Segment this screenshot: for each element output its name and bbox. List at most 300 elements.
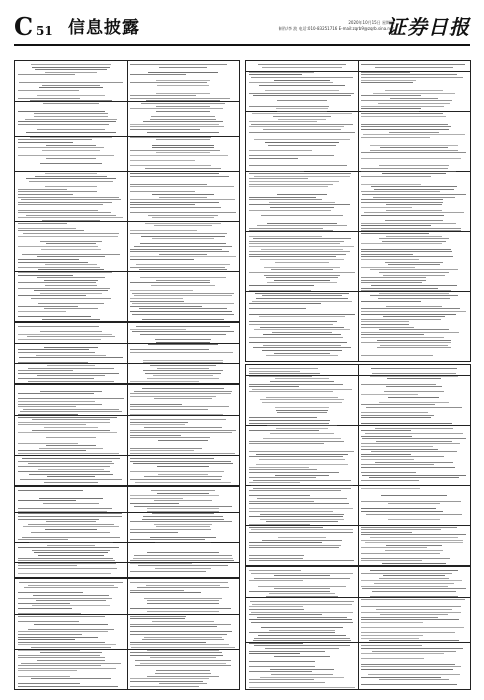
fine-print-line bbox=[151, 116, 215, 117]
fine-print-line bbox=[26, 178, 117, 179]
header-rule bbox=[14, 44, 470, 46]
fine-print-line bbox=[361, 230, 461, 231]
fine-print-line bbox=[361, 558, 450, 559]
fine-print-line bbox=[157, 493, 210, 494]
fine-print-line bbox=[130, 160, 195, 161]
fine-print-line bbox=[261, 627, 343, 628]
fine-print-line bbox=[260, 514, 343, 515]
fine-print-line bbox=[249, 472, 339, 473]
fine-print-line bbox=[18, 334, 112, 335]
fine-print-line bbox=[375, 462, 453, 463]
fine-print-line bbox=[361, 648, 463, 649]
fine-print-line bbox=[20, 411, 122, 412]
fine-print-line bbox=[35, 69, 107, 70]
fine-print-line bbox=[46, 521, 96, 522]
fine-print-line bbox=[249, 632, 335, 633]
fine-print-line bbox=[249, 368, 318, 369]
fine-print-line bbox=[143, 516, 223, 517]
fine-print-line bbox=[157, 368, 209, 369]
fine-print-line bbox=[130, 590, 184, 591]
fine-print-line bbox=[18, 404, 102, 405]
fine-print-line bbox=[365, 542, 463, 543]
fine-print-line bbox=[361, 612, 461, 613]
fine-print-line bbox=[388, 264, 441, 265]
fine-print-line bbox=[26, 132, 117, 133]
fine-print-line bbox=[131, 647, 236, 648]
fine-print-line bbox=[18, 511, 107, 512]
fine-print-line bbox=[155, 673, 210, 674]
fine-print-line bbox=[47, 476, 96, 477]
fine-print-line bbox=[361, 355, 433, 356]
fine-print-line bbox=[140, 334, 226, 335]
fine-print-line bbox=[267, 223, 337, 224]
fine-print-line bbox=[249, 303, 321, 304]
fine-print-line bbox=[134, 246, 233, 247]
fine-print-line bbox=[21, 199, 120, 200]
fine-print-line bbox=[130, 124, 219, 125]
fine-print-line bbox=[249, 441, 344, 442]
fine-print-line bbox=[130, 450, 194, 451]
fine-print-line bbox=[249, 614, 322, 615]
fine-print-line bbox=[361, 560, 422, 561]
fine-print-line bbox=[154, 524, 213, 525]
fine-print-line bbox=[18, 466, 110, 467]
fine-print-line bbox=[34, 290, 107, 291]
fine-print-line bbox=[34, 552, 108, 553]
fine-print-line bbox=[270, 207, 333, 208]
fine-print-line bbox=[18, 621, 79, 622]
fine-print-line bbox=[361, 423, 452, 424]
newspaper-logo: 证券日报 bbox=[386, 15, 470, 39]
fine-print-line bbox=[18, 432, 117, 433]
fine-print-line bbox=[386, 306, 442, 307]
fine-print-line bbox=[249, 482, 300, 483]
fine-print-line bbox=[378, 298, 449, 299]
fine-print-line bbox=[130, 419, 226, 420]
fine-print-line bbox=[130, 64, 227, 65]
fine-print-line bbox=[379, 402, 450, 403]
fine-print-line bbox=[361, 249, 451, 250]
fine-print-line bbox=[18, 352, 95, 353]
fine-print-line bbox=[275, 407, 330, 408]
fine-print-line bbox=[130, 256, 235, 257]
fine-print-line bbox=[150, 119, 216, 120]
fine-print-line bbox=[133, 463, 232, 464]
fine-print-line bbox=[18, 339, 101, 340]
fine-print-line bbox=[385, 550, 442, 551]
fine-print-line bbox=[18, 450, 86, 451]
fine-print-line bbox=[28, 524, 114, 525]
fine-print-line bbox=[40, 163, 101, 164]
fine-print-line bbox=[271, 674, 333, 675]
fine-print-line bbox=[134, 391, 232, 392]
fine-print-line bbox=[251, 622, 354, 623]
fine-print-line bbox=[258, 635, 347, 636]
fine-print-line bbox=[261, 215, 342, 216]
fine-print-line bbox=[361, 436, 412, 437]
fine-print-line bbox=[361, 580, 462, 581]
fine-print-line bbox=[361, 622, 423, 623]
fine-print-line bbox=[18, 644, 116, 645]
fine-print-line bbox=[251, 124, 353, 125]
fine-print-line bbox=[130, 349, 209, 350]
fine-print-line bbox=[30, 100, 113, 101]
fine-print-line bbox=[18, 513, 122, 514]
fine-print-line bbox=[130, 393, 231, 394]
fine-print-line bbox=[150, 657, 216, 658]
fine-print-line bbox=[42, 220, 100, 221]
fine-print-line bbox=[143, 121, 223, 122]
fine-print-line bbox=[26, 215, 116, 216]
fine-print-line bbox=[361, 202, 443, 203]
fine-print-line bbox=[130, 329, 186, 330]
fine-print-line bbox=[37, 277, 104, 278]
fine-print-line bbox=[370, 376, 458, 377]
fine-print-line bbox=[249, 391, 333, 392]
fine-print-line bbox=[148, 344, 217, 345]
fine-print-line bbox=[19, 357, 123, 358]
fine-print-line bbox=[136, 264, 230, 265]
fine-print-line bbox=[40, 331, 102, 332]
fine-print-line bbox=[130, 95, 196, 96]
fine-print-line bbox=[276, 410, 328, 411]
fine-print-line bbox=[385, 262, 444, 263]
fine-print-line bbox=[18, 676, 70, 677]
fine-print-line bbox=[361, 124, 448, 125]
fine-print-line bbox=[361, 77, 463, 78]
fine-print-line bbox=[39, 498, 104, 499]
fine-print-line bbox=[381, 495, 446, 496]
fine-print-line bbox=[138, 565, 228, 566]
fine-print-line bbox=[249, 477, 316, 478]
fine-print-line bbox=[361, 417, 431, 418]
fine-print-line bbox=[130, 126, 224, 127]
fine-print-line bbox=[361, 64, 465, 65]
fine-print-line bbox=[368, 674, 460, 675]
disclosure-table bbox=[245, 566, 471, 690]
fine-print-line bbox=[361, 342, 451, 343]
fine-print-line bbox=[361, 443, 460, 444]
fine-print-line bbox=[361, 256, 453, 257]
fine-print-line bbox=[361, 669, 453, 670]
fine-print-line bbox=[361, 191, 440, 192]
fine-print-line bbox=[29, 181, 114, 182]
fine-print-line bbox=[18, 592, 83, 593]
fine-print-line bbox=[249, 423, 329, 424]
fine-print-line bbox=[361, 599, 465, 600]
fine-print-line bbox=[156, 139, 209, 140]
fine-print-line bbox=[147, 600, 219, 601]
fine-print-line bbox=[18, 189, 67, 190]
fine-print-line bbox=[18, 631, 108, 632]
fine-print-line bbox=[130, 191, 195, 192]
fine-print-line bbox=[146, 100, 221, 101]
fine-print-line bbox=[18, 519, 99, 520]
fine-print-line bbox=[148, 72, 217, 73]
fine-print-line bbox=[147, 508, 220, 509]
fine-print-line bbox=[272, 332, 332, 333]
fine-print-line bbox=[265, 90, 339, 91]
fine-print-line bbox=[18, 670, 77, 671]
fine-print-line bbox=[18, 236, 118, 237]
fine-print-line bbox=[18, 563, 116, 564]
fine-print-line bbox=[159, 197, 207, 198]
fine-print-line bbox=[361, 412, 428, 413]
fine-print-line bbox=[249, 547, 339, 548]
fine-print-line bbox=[22, 537, 121, 538]
fine-print-line bbox=[249, 495, 310, 496]
fine-print-line bbox=[147, 676, 219, 677]
fine-print-line bbox=[141, 103, 225, 104]
fine-print-line bbox=[384, 391, 444, 392]
fine-print-line bbox=[130, 681, 203, 682]
fine-print-line bbox=[249, 511, 333, 512]
fine-print-line bbox=[18, 655, 100, 656]
fine-print-line bbox=[130, 186, 234, 187]
fine-print-line bbox=[130, 184, 207, 185]
left-column bbox=[14, 54, 239, 690]
fine-print-line bbox=[132, 293, 235, 294]
fine-print-line bbox=[45, 173, 98, 174]
fine-print-line bbox=[158, 474, 208, 475]
fine-print-line bbox=[132, 314, 234, 315]
fine-print-line bbox=[130, 521, 232, 522]
fine-print-line bbox=[371, 451, 458, 452]
fine-print-line bbox=[140, 277, 227, 278]
fine-print-line bbox=[31, 647, 111, 648]
fine-print-line bbox=[260, 259, 343, 260]
fine-print-line bbox=[18, 568, 117, 569]
fine-print-line bbox=[249, 609, 304, 610]
fine-print-line bbox=[369, 477, 460, 478]
fine-print-line bbox=[266, 521, 337, 522]
fine-print-line bbox=[42, 319, 99, 320]
fine-print-line bbox=[361, 72, 410, 73]
fine-print-line bbox=[361, 677, 441, 678]
fine-print-line bbox=[249, 132, 354, 133]
disclosure-table bbox=[245, 60, 471, 362]
fine-print-line bbox=[130, 290, 193, 291]
fine-print-line bbox=[150, 537, 217, 538]
fine-print-line bbox=[130, 414, 223, 415]
fine-print-line bbox=[147, 378, 220, 379]
fine-print-line bbox=[263, 334, 342, 335]
fine-print-line bbox=[130, 137, 211, 138]
fine-print-line bbox=[39, 87, 103, 88]
fine-print-line bbox=[262, 540, 341, 541]
fine-print-line bbox=[130, 150, 220, 151]
fine-print-line bbox=[266, 355, 338, 356]
fine-print-line bbox=[254, 645, 351, 646]
fine-print-line bbox=[18, 210, 98, 211]
fine-print-line bbox=[361, 684, 457, 685]
header-meta bbox=[279, 20, 394, 32]
fine-print-line bbox=[130, 404, 182, 405]
fine-print-line bbox=[18, 272, 112, 273]
fine-print-line bbox=[130, 437, 210, 438]
fine-print-line bbox=[40, 391, 102, 392]
fine-print-line bbox=[18, 147, 104, 148]
fine-print-line bbox=[38, 303, 104, 304]
fine-print-line bbox=[20, 479, 123, 480]
fine-print-line bbox=[18, 565, 77, 566]
fine-print-line bbox=[46, 145, 95, 146]
fine-print-line bbox=[361, 267, 415, 268]
fine-print-line bbox=[28, 629, 115, 630]
fine-print-line bbox=[265, 142, 340, 143]
fine-print-line bbox=[18, 197, 119, 198]
fine-print-line bbox=[361, 324, 409, 325]
fine-print-line bbox=[373, 197, 455, 198]
fine-print-line bbox=[361, 627, 464, 628]
fine-print-line bbox=[22, 254, 119, 255]
fine-print-line bbox=[252, 301, 352, 302]
fine-print-line bbox=[373, 93, 455, 94]
fine-print-line bbox=[18, 378, 94, 379]
fine-print-line bbox=[137, 587, 229, 588]
fine-print-line bbox=[249, 171, 304, 172]
fine-print-line bbox=[130, 686, 199, 687]
fine-print-line bbox=[130, 381, 199, 382]
fine-print-line bbox=[142, 639, 224, 640]
fine-print-line bbox=[130, 532, 178, 533]
fine-print-line bbox=[259, 85, 345, 86]
fine-print-line bbox=[256, 298, 348, 299]
fine-print-line bbox=[249, 82, 333, 83]
fine-print-line bbox=[267, 282, 336, 283]
fine-print-line bbox=[155, 568, 210, 569]
fine-print-line bbox=[249, 241, 344, 242]
fine-print-line bbox=[361, 158, 461, 159]
fine-print-line bbox=[379, 329, 449, 330]
fine-print-line bbox=[18, 217, 123, 218]
fine-print-line bbox=[361, 321, 409, 322]
fine-print-line bbox=[361, 152, 466, 153]
fine-print-line bbox=[370, 269, 459, 270]
fine-print-line bbox=[23, 409, 118, 410]
fine-print-line bbox=[377, 347, 450, 348]
fine-print-line bbox=[18, 417, 117, 418]
fine-print-line bbox=[155, 542, 211, 543]
fine-print-line bbox=[130, 634, 227, 635]
fine-print-line bbox=[45, 186, 98, 187]
fine-print-line bbox=[249, 256, 336, 257]
fine-print-line bbox=[154, 225, 212, 226]
fine-print-line bbox=[249, 443, 324, 444]
fine-print-line bbox=[130, 108, 223, 109]
fine-print-line bbox=[39, 448, 104, 449]
fine-print-line bbox=[366, 407, 462, 408]
fine-print-line bbox=[269, 630, 335, 631]
fine-print-line bbox=[130, 155, 228, 156]
fine-print-line bbox=[249, 451, 354, 452]
fine-print-line bbox=[249, 467, 309, 468]
fine-print-line bbox=[361, 314, 456, 315]
fine-print-line bbox=[362, 194, 467, 195]
fine-print-line bbox=[361, 553, 440, 554]
fine-print-line bbox=[277, 194, 327, 195]
fine-print-line bbox=[18, 398, 124, 399]
fine-print-line bbox=[361, 638, 419, 639]
fine-print-line bbox=[18, 616, 105, 617]
fine-print-line bbox=[46, 437, 96, 438]
fine-print-line bbox=[21, 663, 122, 664]
fine-print-line bbox=[152, 238, 214, 239]
fine-print-line bbox=[266, 277, 338, 278]
fine-print-line bbox=[34, 116, 108, 117]
fine-print-line bbox=[249, 251, 350, 252]
fine-print-line bbox=[251, 485, 353, 486]
fine-print-line bbox=[42, 85, 101, 86]
fine-print-line bbox=[249, 199, 322, 200]
fine-print-line bbox=[361, 454, 411, 455]
fine-print-line bbox=[249, 186, 328, 187]
fine-print-line bbox=[361, 199, 443, 200]
fine-print-line bbox=[18, 139, 92, 140]
fine-print-line bbox=[156, 93, 210, 94]
fine-print-line bbox=[277, 100, 327, 101]
fine-print-line bbox=[276, 428, 329, 429]
table-row-divider bbox=[15, 455, 239, 456]
fine-print-line bbox=[252, 113, 353, 114]
fine-print-line bbox=[361, 488, 420, 489]
fine-print-line bbox=[365, 433, 463, 434]
fine-print-line bbox=[37, 95, 105, 96]
fine-print-line bbox=[361, 394, 418, 395]
fine-print-line bbox=[19, 82, 123, 83]
fine-print-line bbox=[130, 652, 222, 653]
fine-print-line bbox=[361, 327, 414, 328]
fine-print-line bbox=[361, 529, 441, 530]
page-letter: C bbox=[14, 12, 34, 41]
fine-print-line bbox=[47, 365, 95, 366]
fine-print-line bbox=[385, 90, 443, 91]
fine-print-line bbox=[150, 365, 217, 366]
fine-print-line bbox=[361, 467, 455, 468]
fine-print-line bbox=[18, 223, 67, 224]
fine-print-line bbox=[361, 384, 436, 385]
fine-print-line bbox=[256, 454, 347, 455]
fine-print-line bbox=[388, 397, 439, 398]
fine-print-line bbox=[40, 293, 102, 294]
fine-print-line bbox=[249, 643, 303, 644]
disclosure-table bbox=[14, 384, 240, 486]
fine-print-line bbox=[130, 176, 229, 177]
fine-print-line bbox=[361, 111, 419, 112]
fine-print-line bbox=[249, 570, 301, 571]
fine-print-line bbox=[18, 683, 80, 684]
fine-print-line bbox=[262, 402, 341, 403]
fine-print-line bbox=[378, 103, 451, 104]
fine-print-line bbox=[249, 254, 346, 255]
fine-print-line bbox=[361, 334, 424, 335]
fine-print-line bbox=[130, 642, 206, 643]
fine-print-line bbox=[361, 233, 429, 234]
fine-print-line bbox=[143, 362, 223, 363]
fine-print-line bbox=[361, 100, 452, 101]
fine-print-line bbox=[18, 547, 119, 548]
fine-print-line bbox=[159, 683, 207, 684]
fine-print-line bbox=[19, 582, 124, 583]
fine-print-line bbox=[130, 424, 185, 425]
fine-print-line bbox=[134, 295, 233, 296]
fine-print-line bbox=[382, 563, 447, 564]
fine-print-line bbox=[249, 430, 319, 431]
fine-print-line bbox=[374, 583, 454, 584]
fine-print-line bbox=[361, 501, 461, 502]
fine-print-line bbox=[379, 165, 448, 166]
fine-print-line bbox=[387, 378, 441, 379]
